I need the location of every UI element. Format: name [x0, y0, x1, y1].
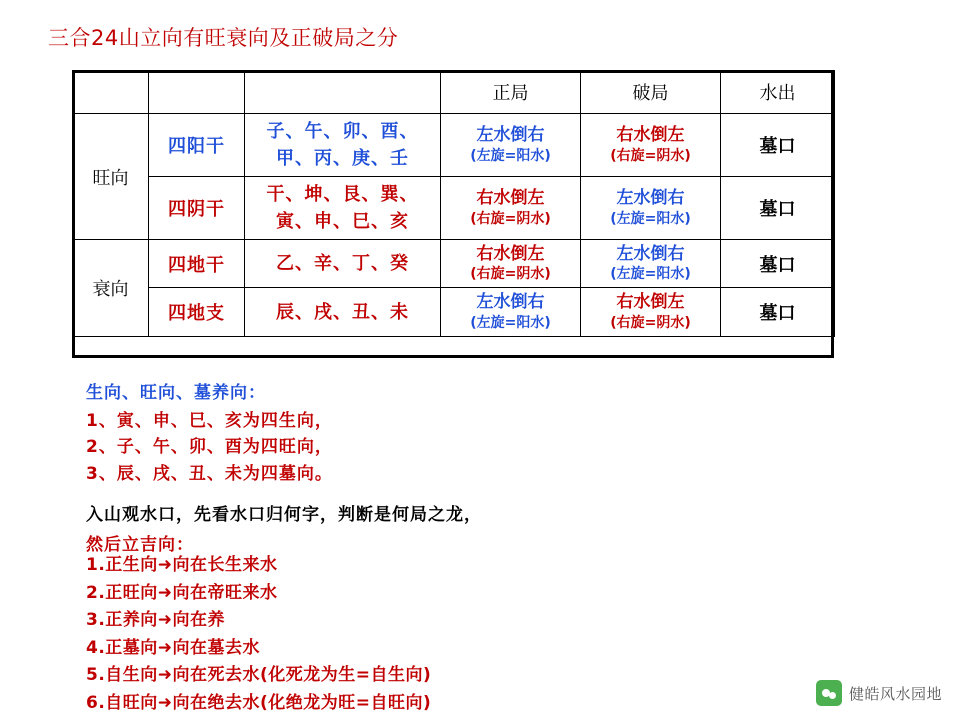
fixed-directions-list [86, 552, 726, 717]
notes-line-2: 2、子、午、卯、酉为四旺向， [86, 437, 333, 458]
then-heading: 然后立吉向： [86, 535, 194, 555]
table-row [73, 240, 835, 288]
poju-main: 右水倒左 [616, 292, 685, 313]
chars-line-1: 干、坤、艮、巽、 [266, 184, 419, 205]
chars-line-2: 寅、申、巳、亥 [276, 211, 409, 232]
header-blank-2 [149, 71, 245, 114]
chars-siyanggan [245, 114, 441, 177]
notes-line-1: 1、寅、申、巳、亥为四生向， [86, 411, 333, 431]
zhengju-main: 左水倒右 [476, 292, 545, 313]
zhengju-main: 右水倒左 [476, 244, 545, 264]
chars-sidigan [245, 240, 441, 288]
poju-sub: (左旋=阳水) [610, 210, 691, 227]
poju-sub: (右旋=阴水) [610, 147, 691, 164]
poju-main: 左水倒右 [616, 244, 685, 264]
group-sidizhi: 四地支 [149, 288, 245, 336]
notes-block [86, 378, 786, 487]
shuichu-cell: 墓口 [721, 240, 835, 288]
list-item: 2.正旺向➜向在帝旺来水 [86, 582, 278, 603]
shuichu-cell: 墓口 [721, 288, 835, 336]
list-item: 4.正墓向➜向在墓去水 [86, 637, 261, 658]
shuichu-cell: 墓口 [721, 114, 835, 177]
zhengju-cell [441, 288, 581, 336]
list-item: 6.自旺向➜向在绝去水(化绝龙为旺=自旺向) [86, 692, 432, 713]
group-siyingan: 四阴干 [149, 177, 245, 240]
page-title: 三合24山立向有旺衰向及正破局之分 [48, 26, 399, 50]
zhengju-main: 右水倒左 [476, 188, 545, 209]
zhengju-sub: (右旋=阴水) [470, 266, 551, 283]
san-he-24-table [72, 70, 835, 337]
poju-cell [581, 240, 721, 288]
row-label-shuaixiang: 衰向 [73, 240, 149, 337]
table-row [73, 114, 835, 177]
header-zhengju: 正局 [441, 71, 581, 114]
list-item: 3.正养向➜向在养 [86, 610, 226, 631]
header-poju: 破局 [581, 71, 721, 114]
poju-main: 右水倒左 [616, 125, 685, 146]
notes-heading: 生向、旺向、墓养向： [86, 383, 266, 403]
poju-sub: (右旋=阴水) [610, 314, 691, 331]
chars-line-1: 辰、戌、丑、未 [276, 301, 409, 323]
row-label-wangxiang: 旺向 [73, 114, 149, 240]
shuichu-cell: 墓口 [721, 177, 835, 240]
zhengju-sub: (右旋=阴水) [470, 210, 551, 227]
watermark-text: 健皓风水园地 [848, 684, 942, 703]
list-item: 1.正生向➜向在长生来水 [86, 555, 278, 575]
zhengju-main: 左水倒右 [476, 125, 545, 146]
poju-sub: (左旋=阳水) [610, 266, 691, 283]
wechat-icon [816, 680, 842, 706]
zhengju-sub: (左旋=阳水) [470, 147, 551, 164]
poju-cell [581, 114, 721, 177]
zhengju-sub: (左旋=阳水) [470, 314, 551, 331]
group-sidigan: 四地干 [149, 240, 245, 288]
list-item: 5.自生向➜向在死去水(化死龙为生=自生向) [86, 665, 432, 686]
watermark [816, 680, 942, 706]
chars-sidizhi [245, 288, 441, 336]
notes-line-3: 3、辰、戌、丑、未为四墓向。 [86, 463, 333, 484]
zhengju-cell [441, 240, 581, 288]
table-row [73, 288, 835, 336]
table-header-row [73, 71, 835, 114]
mid-note: 入山观水口，先看水口归何字，判断是何局之龙， [86, 505, 482, 525]
poju-main: 左水倒右 [616, 188, 685, 209]
header-blank-1 [73, 71, 149, 114]
table-row [73, 177, 835, 240]
zhengju-cell [441, 114, 581, 177]
header-blank-3 [245, 71, 441, 114]
poju-cell [581, 177, 721, 240]
header-shuichu: 水出 [721, 71, 835, 114]
chars-siyingan [245, 177, 441, 240]
chars-line-1: 子、午、卯、酉、 [266, 121, 419, 142]
chars-line-2: 甲、丙、庚、壬 [276, 148, 409, 169]
group-siyanggan: 四阳干 [149, 114, 245, 177]
chars-line-1: 乙、辛、丁、癸 [276, 253, 409, 275]
poju-cell [581, 288, 721, 336]
zhengju-cell [441, 177, 581, 240]
